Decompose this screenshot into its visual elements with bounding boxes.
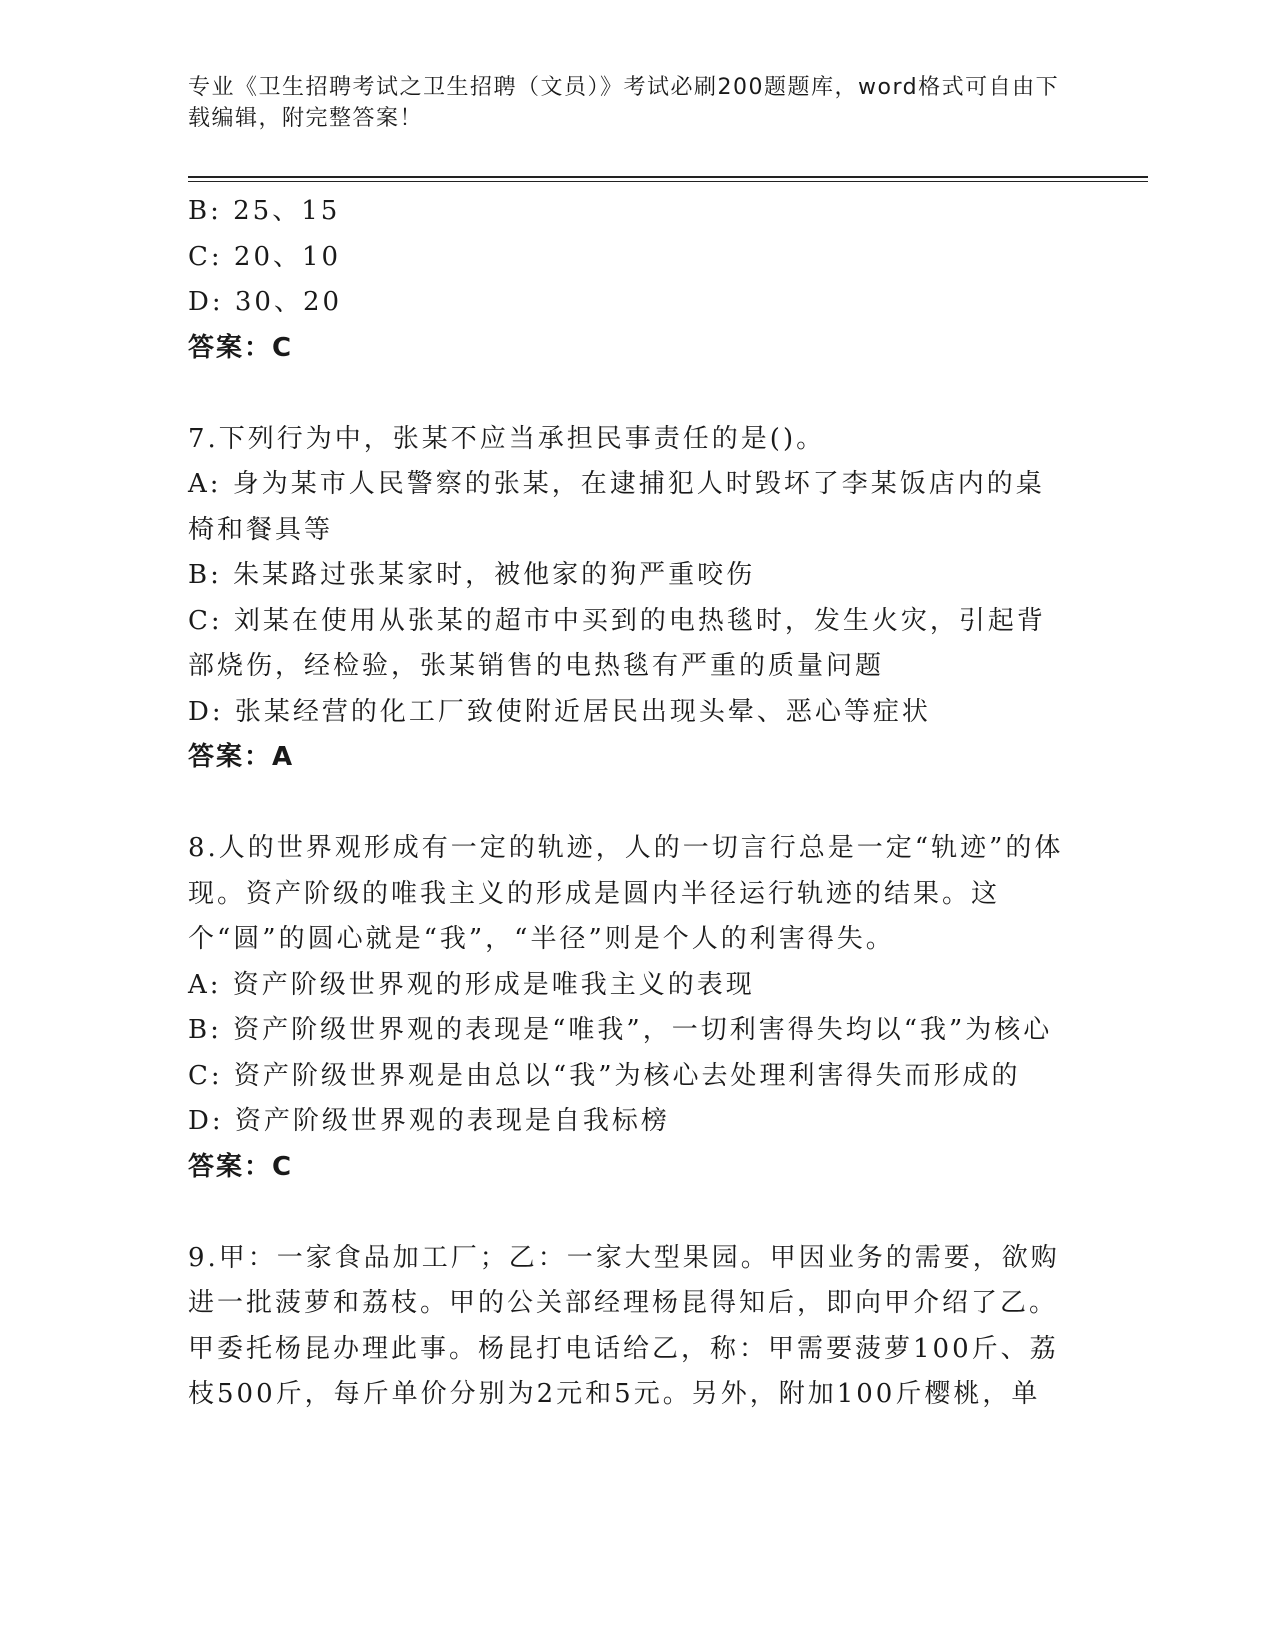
question-8 bbox=[188, 826, 1068, 1190]
q9-stem: 9.甲：一家食品加工厂；乙：一家大型果园。甲因业务的需要，欲购进一批菠萝和荔枝。甲的公关部经理杨昆得知后，即向甲介绍了乙。甲委托杨昆办理此事。杨昆打电话给乙，称：甲需要菠萝100斤、荔枝500斤，每斤单价分别为2元和5元。另外，附加100斤樱桃，单 bbox=[188, 1242, 1060, 1409]
q8-stem: 8.人的世界观形成有一定的轨迹，人的一切言行总是一定“轨迹”的体现。资产阶级的唯我主义的形成是圆内半径运行轨迹的结果。这个“圆”的圆心就是“我”，“半径”则是个人的利害得失。 bbox=[188, 833, 1064, 954]
question-7 bbox=[188, 417, 1068, 781]
q7-option-a: A: 身为某市人民警察的张某，在逮捕犯人时毁坏了李某饭店内的桌椅和餐具等 bbox=[188, 469, 1045, 545]
q8-option-a: A: 资产阶级世界观的形成是唯我主义的表现 bbox=[188, 969, 755, 1000]
question-9 bbox=[188, 1236, 1068, 1418]
q7-option-b: B: 朱某路过张某家时，被他家的狗严重咬伤 bbox=[188, 560, 756, 590]
page-header bbox=[188, 72, 1068, 134]
q8-option-c: C: 资产阶级世界观是由总以“我”为核心去处理利害得失而形成的 bbox=[188, 1060, 1021, 1091]
spacer bbox=[188, 781, 1068, 827]
q8-option-d: D: 资产阶级世界观的表现是自我标榜 bbox=[188, 1106, 670, 1136]
question-6-tail bbox=[188, 189, 1068, 371]
q6-option-d: D: 30、20 bbox=[188, 287, 343, 317]
document-body bbox=[188, 189, 1068, 1418]
q6-option-b: B: 25、15 bbox=[188, 196, 341, 226]
header-rule-thick bbox=[188, 176, 1148, 178]
header-text: 专业《卫生招聘考试之卫生招聘（文员）》考试必刷200题题库，word格式可自由下载编辑，附完整答案！ bbox=[188, 75, 1060, 131]
q8-answer: 答案：C bbox=[188, 1151, 294, 1182]
header-rule-thin bbox=[188, 181, 1148, 182]
spacer bbox=[188, 371, 1068, 417]
q8-option-b: B: 资产阶级世界观的表现是“唯我”，一切利害得失均以“我”为核心 bbox=[188, 1015, 1053, 1045]
q7-answer: 答案：A bbox=[188, 742, 295, 772]
q6-option-c: C: 20、10 bbox=[188, 241, 342, 272]
q7-stem: 7.下列行为中，张某不应当承担民事责任的是()。 bbox=[188, 423, 826, 454]
q7-option-c: C: 刘某在使用从张某的超市中买到的电热毯时，发生火灾，引起背部烧伤，经检验，张某销售的电热毯有严重的质量问题 bbox=[188, 605, 1046, 681]
spacer bbox=[188, 1190, 1068, 1236]
q7-option-d: D: 张某经营的化工厂致使附近居民出现头晕、恶心等症状 bbox=[188, 696, 931, 727]
q6-answer: 答案：C bbox=[188, 332, 294, 363]
